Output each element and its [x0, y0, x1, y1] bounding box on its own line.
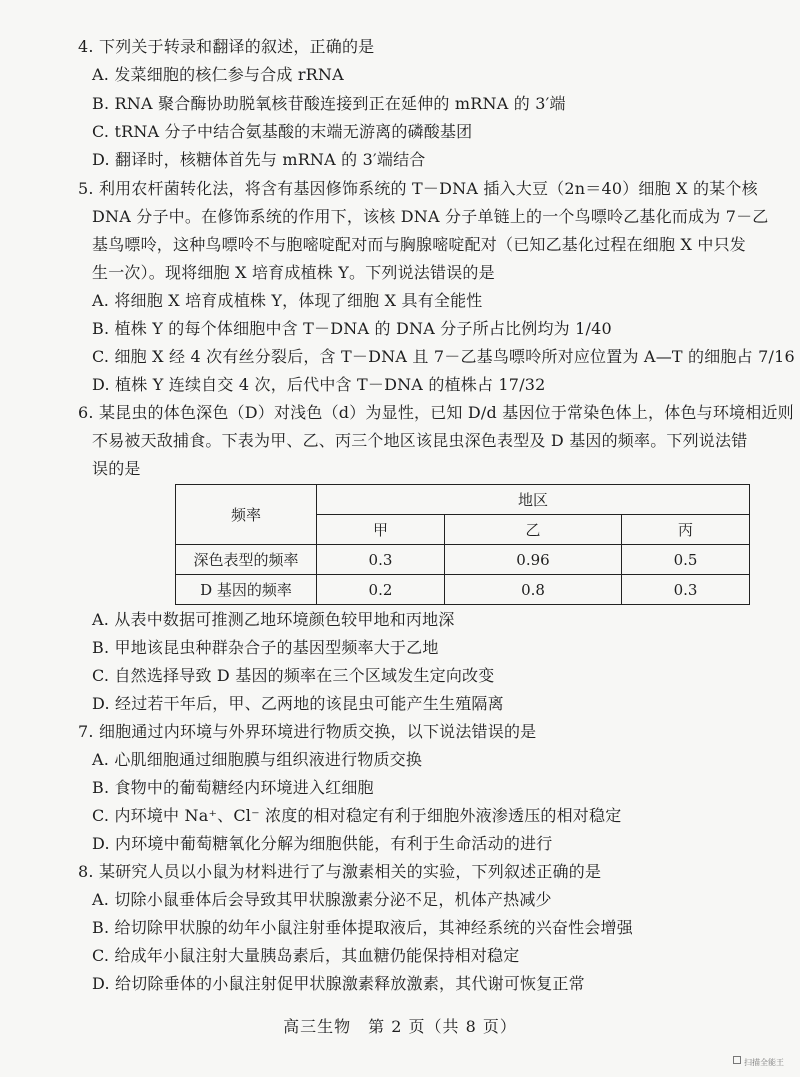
q6-option-c: C. 自然选择导致 D 基因的频率在三个区域发生定向改变	[92, 666, 495, 685]
q4-option-a: A. 发菜细胞的核仁参与合成 rRNA	[92, 65, 344, 84]
q8-option-b: B. 给切除甲状腺的幼年小鼠注射垂体提取液后，其神经系统的兴奋性会增强	[92, 918, 633, 937]
page-footer: 高三生物 第 2 页（共 8 页）	[283, 1017, 517, 1036]
q6-option-d: D. 经过若干年后，甲、乙两地的该昆虫可能产生生殖隔离	[92, 694, 504, 713]
q5-stem-line-4: 生一次）。现将细胞 X 培育成植株 Y。下列说法错误的是	[92, 263, 495, 282]
q7-stem: 7. 细胞通过内环境与外界环境进行物质交换，以下说法错误的是	[78, 722, 537, 741]
q6-stem-line-1: 6. 某昆虫的体色深色（D）对浅色（d）为显性，已知 D/d 基因位于常染色体上，体色与环境相近则	[78, 403, 794, 422]
table-row	[176, 545, 750, 575]
q5-option-a: A. 将细胞 X 培育成植株 Y，体现了细胞 X 具有全能性	[92, 291, 483, 310]
table-cell: 0.96	[444, 545, 621, 575]
q6-stem-line-2: 不易被天敌捕食。下表为甲、乙、丙三个地区该昆虫深色表型及 D 基因的频率。下列说法错	[92, 431, 748, 450]
q7-option-c: C. 内环境中 Na⁺、Cl⁻ 浓度的相对稳定有利于细胞外液渗透压的相对稳定	[92, 806, 622, 825]
table-row-label: D 基因的频率	[176, 575, 317, 605]
q6-option-b: B. 甲地该昆虫种群杂合子的基因型频率大于乙地	[92, 638, 439, 657]
q8-option-a: A. 切除小鼠垂体后会导致其甲状腺激素分泌不足，机体产热减少	[92, 890, 552, 909]
q8-stem: 8. 某研究人员以小鼠为材料进行了与激素相关的实验，下列叙述正确的是	[78, 862, 602, 881]
table-cell: 0.5	[622, 545, 750, 575]
q6-option-a: A. 从表中数据可推测乙地环境颜色较甲地和丙地深	[92, 610, 455, 629]
q7-option-d: D. 内环境中葡萄糖氧化分解为细胞供能，有利于生命活动的进行	[92, 834, 553, 853]
table-row-label: 深色表型的频率	[176, 545, 317, 575]
table-row	[176, 575, 750, 605]
q4-option-c: C. tRNA 分子中结合氨基酸的末端无游离的磷酸基团	[92, 122, 473, 141]
q4-option-b: B. RNA 聚合酶协助脱氧核苷酸连接到正在延伸的 mRNA 的 3′端	[92, 94, 566, 113]
table-cell: 0.3	[317, 545, 445, 575]
q5-stem-line-3: 基鸟嘌呤，这种鸟嘌呤不与胞嘧啶配对而与胸腺嘧啶配对（已知乙基化过程在细胞 X 中只发	[92, 235, 746, 254]
q8-option-d: D. 给切除垂体的小鼠注射促甲状腺激素释放激素，其代谢可恢复正常	[92, 974, 585, 993]
q4-stem: 4. 下列关于转录和翻译的叙述，正确的是	[78, 37, 375, 56]
table-col-header: 甲	[317, 515, 445, 545]
table-cell: 0.8	[444, 575, 621, 605]
q5-option-b: B. 植株 Y 的每个体细胞中含 T－DNA 的 DNA 分子所占比例均为 1/40	[92, 319, 612, 338]
q7-option-a: A. 心肌细胞通过细胞膜与组织液进行物质交换	[92, 750, 423, 769]
q5-stem-line-1: 5. 利用农杆菌转化法，将含有基因修饰系统的 T－DNA 插入大豆（2n＝40）细胞 X 的某个核	[78, 179, 758, 198]
scanner-watermark: 扫描全能王	[744, 1058, 784, 1067]
table-cell: 0.2	[317, 575, 445, 605]
scanner-logo-icon	[733, 1056, 741, 1064]
table-corner-header: 频率	[176, 485, 317, 545]
q5-option-c: C. 细胞 X 经 4 次有丝分裂后，含 T－DNA 且 7－乙基鸟嘌呤所对应位置为 A—T 的细胞占 7/16	[92, 347, 795, 366]
q7-option-b: B. 食物中的葡萄糖经内环境进入红细胞	[92, 778, 374, 797]
table-cell: 0.3	[622, 575, 750, 605]
q5-stem-line-2: DNA 分子中。在修饰系统的作用下，该核 DNA 分子单链上的一个鸟嘌呤乙基化而成为 7－乙	[92, 207, 769, 226]
q6-stem-line-3: 误的是	[92, 459, 141, 478]
table-col-header: 丙	[622, 515, 750, 545]
table-col-header: 乙	[444, 515, 621, 545]
frequency-table	[175, 484, 750, 605]
table-region-header: 地区	[317, 485, 750, 515]
q8-option-c: C. 给成年小鼠注射大量胰岛素后，其血糖仍能保持相对稳定	[92, 946, 520, 965]
q4-option-d: D. 翻译时，核糖体首先与 mRNA 的 3′端结合	[92, 150, 426, 169]
q5-option-d: D. 植株 Y 连续自交 4 次，后代中含 T－DNA 的植株占 17/32	[92, 375, 546, 394]
